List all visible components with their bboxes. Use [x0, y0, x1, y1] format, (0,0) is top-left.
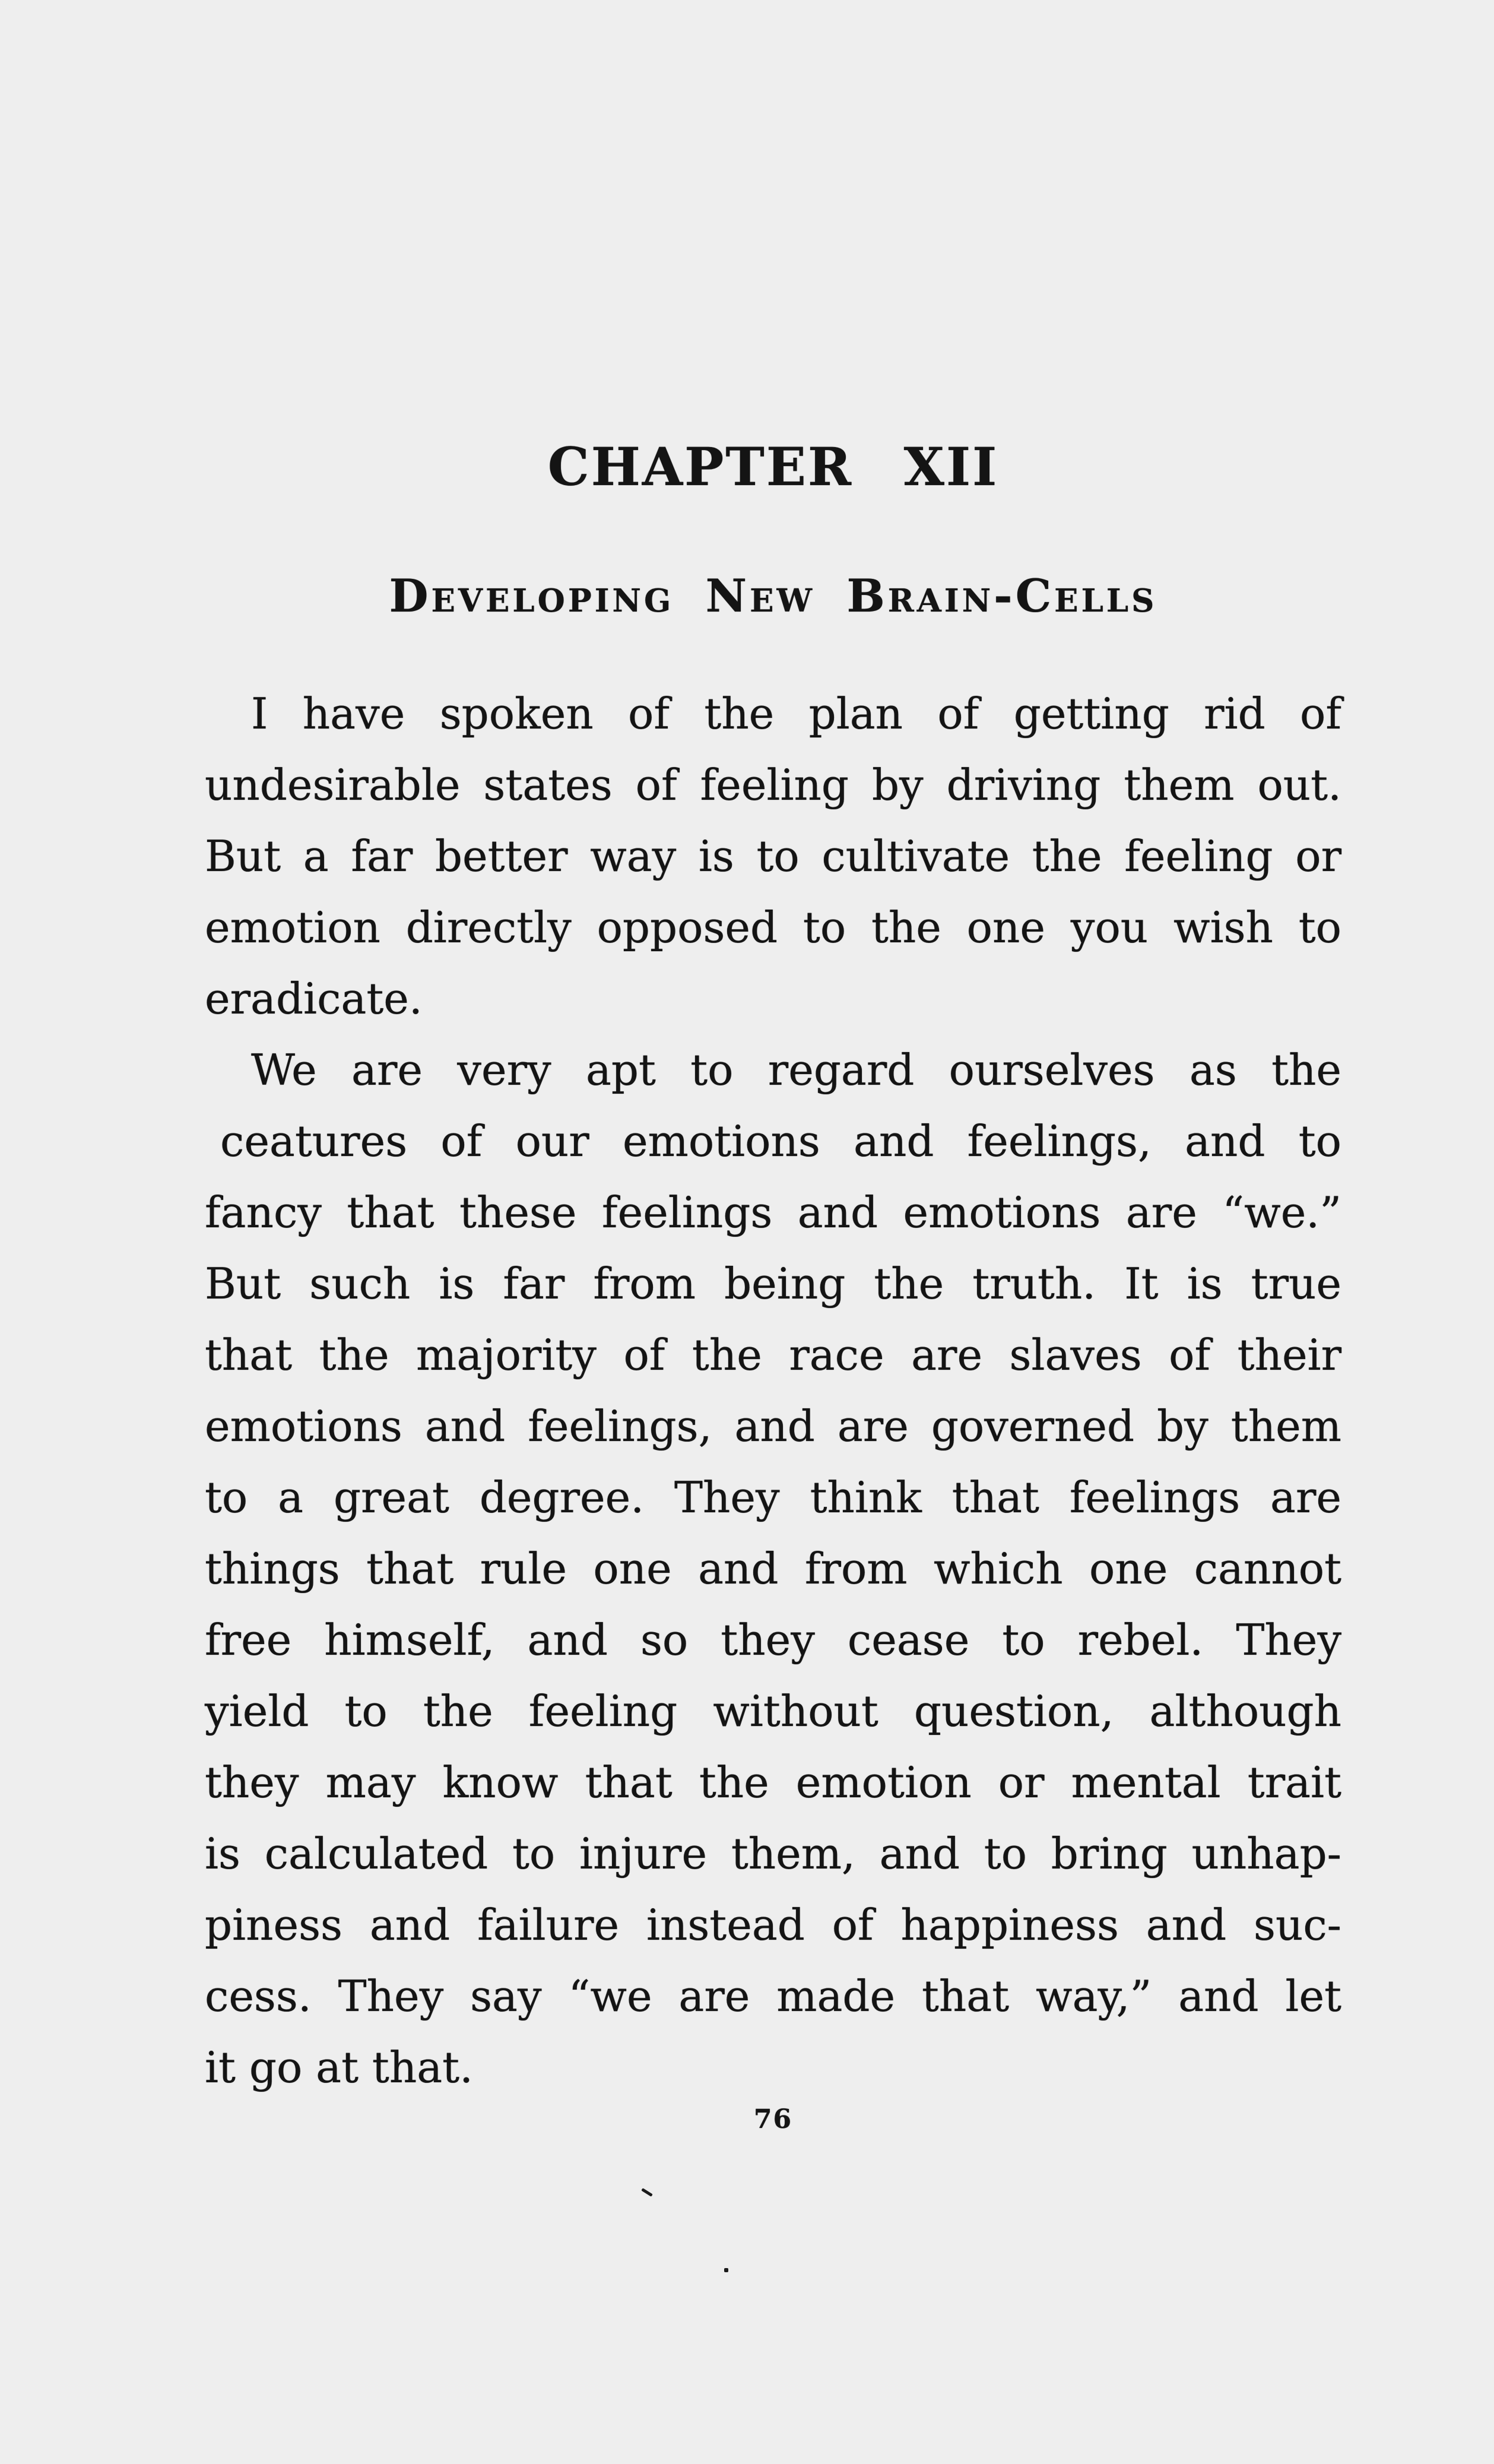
text-line: cess. They say “we are made that way,” and let	[205, 1971, 1341, 2021]
scan-speck-tick-icon	[641, 2188, 653, 2197]
text-line: But a far better way is to cultivate the feeling or	[205, 831, 1341, 881]
text-line: But such is far from being the truth. It is true	[205, 1259, 1341, 1309]
section-title: Developing New Brain-Cells	[389, 569, 1157, 622]
text-line: I have spoken of the plan of getting rid of	[251, 689, 1341, 739]
text-line: they may know that the emotion or mental trait	[205, 1757, 1341, 1807]
text-line: is calculated to injure them, and to bring unhap-	[205, 1829, 1341, 1879]
text-line: it go at that.	[205, 2042, 473, 2092]
text-line: fancy that these feelings and emotions are “we.”	[205, 1187, 1341, 1237]
text-line: emotion directly opposed to the one you wish to	[205, 902, 1341, 952]
text-line: that the majority of the race are slaves of their	[205, 1330, 1341, 1380]
text-line: to a great degree. They think that feelings are	[205, 1472, 1341, 1522]
text-line: eradicate.	[205, 974, 423, 1024]
page-number: 76	[753, 2104, 793, 2134]
text-line: ceatures of our emotions and feelings, and to	[220, 1116, 1341, 1166]
text-line: We are very apt to regard ourselves as the	[251, 1045, 1341, 1095]
chapter-title: CHAPTER XII	[547, 436, 999, 498]
scan-speck-dot-icon	[724, 2268, 728, 2272]
paragraph	[205, 678, 1341, 1034]
text-line: things that rule one and from which one cannot	[205, 1544, 1341, 1594]
text-line: undesirable states of feeling by driving them out.	[205, 760, 1341, 810]
text-line: piness and failure instead of happiness and suc-	[205, 1900, 1341, 1950]
paragraph	[205, 1034, 1341, 2103]
text-line: free himself, and so they cease to rebel. They	[205, 1615, 1341, 1665]
body-text	[205, 678, 1341, 2103]
text-line: emotions and feelings, and are governed by them	[205, 1401, 1341, 1451]
text-line: yield to the feeling without question, although	[205, 1686, 1341, 1736]
